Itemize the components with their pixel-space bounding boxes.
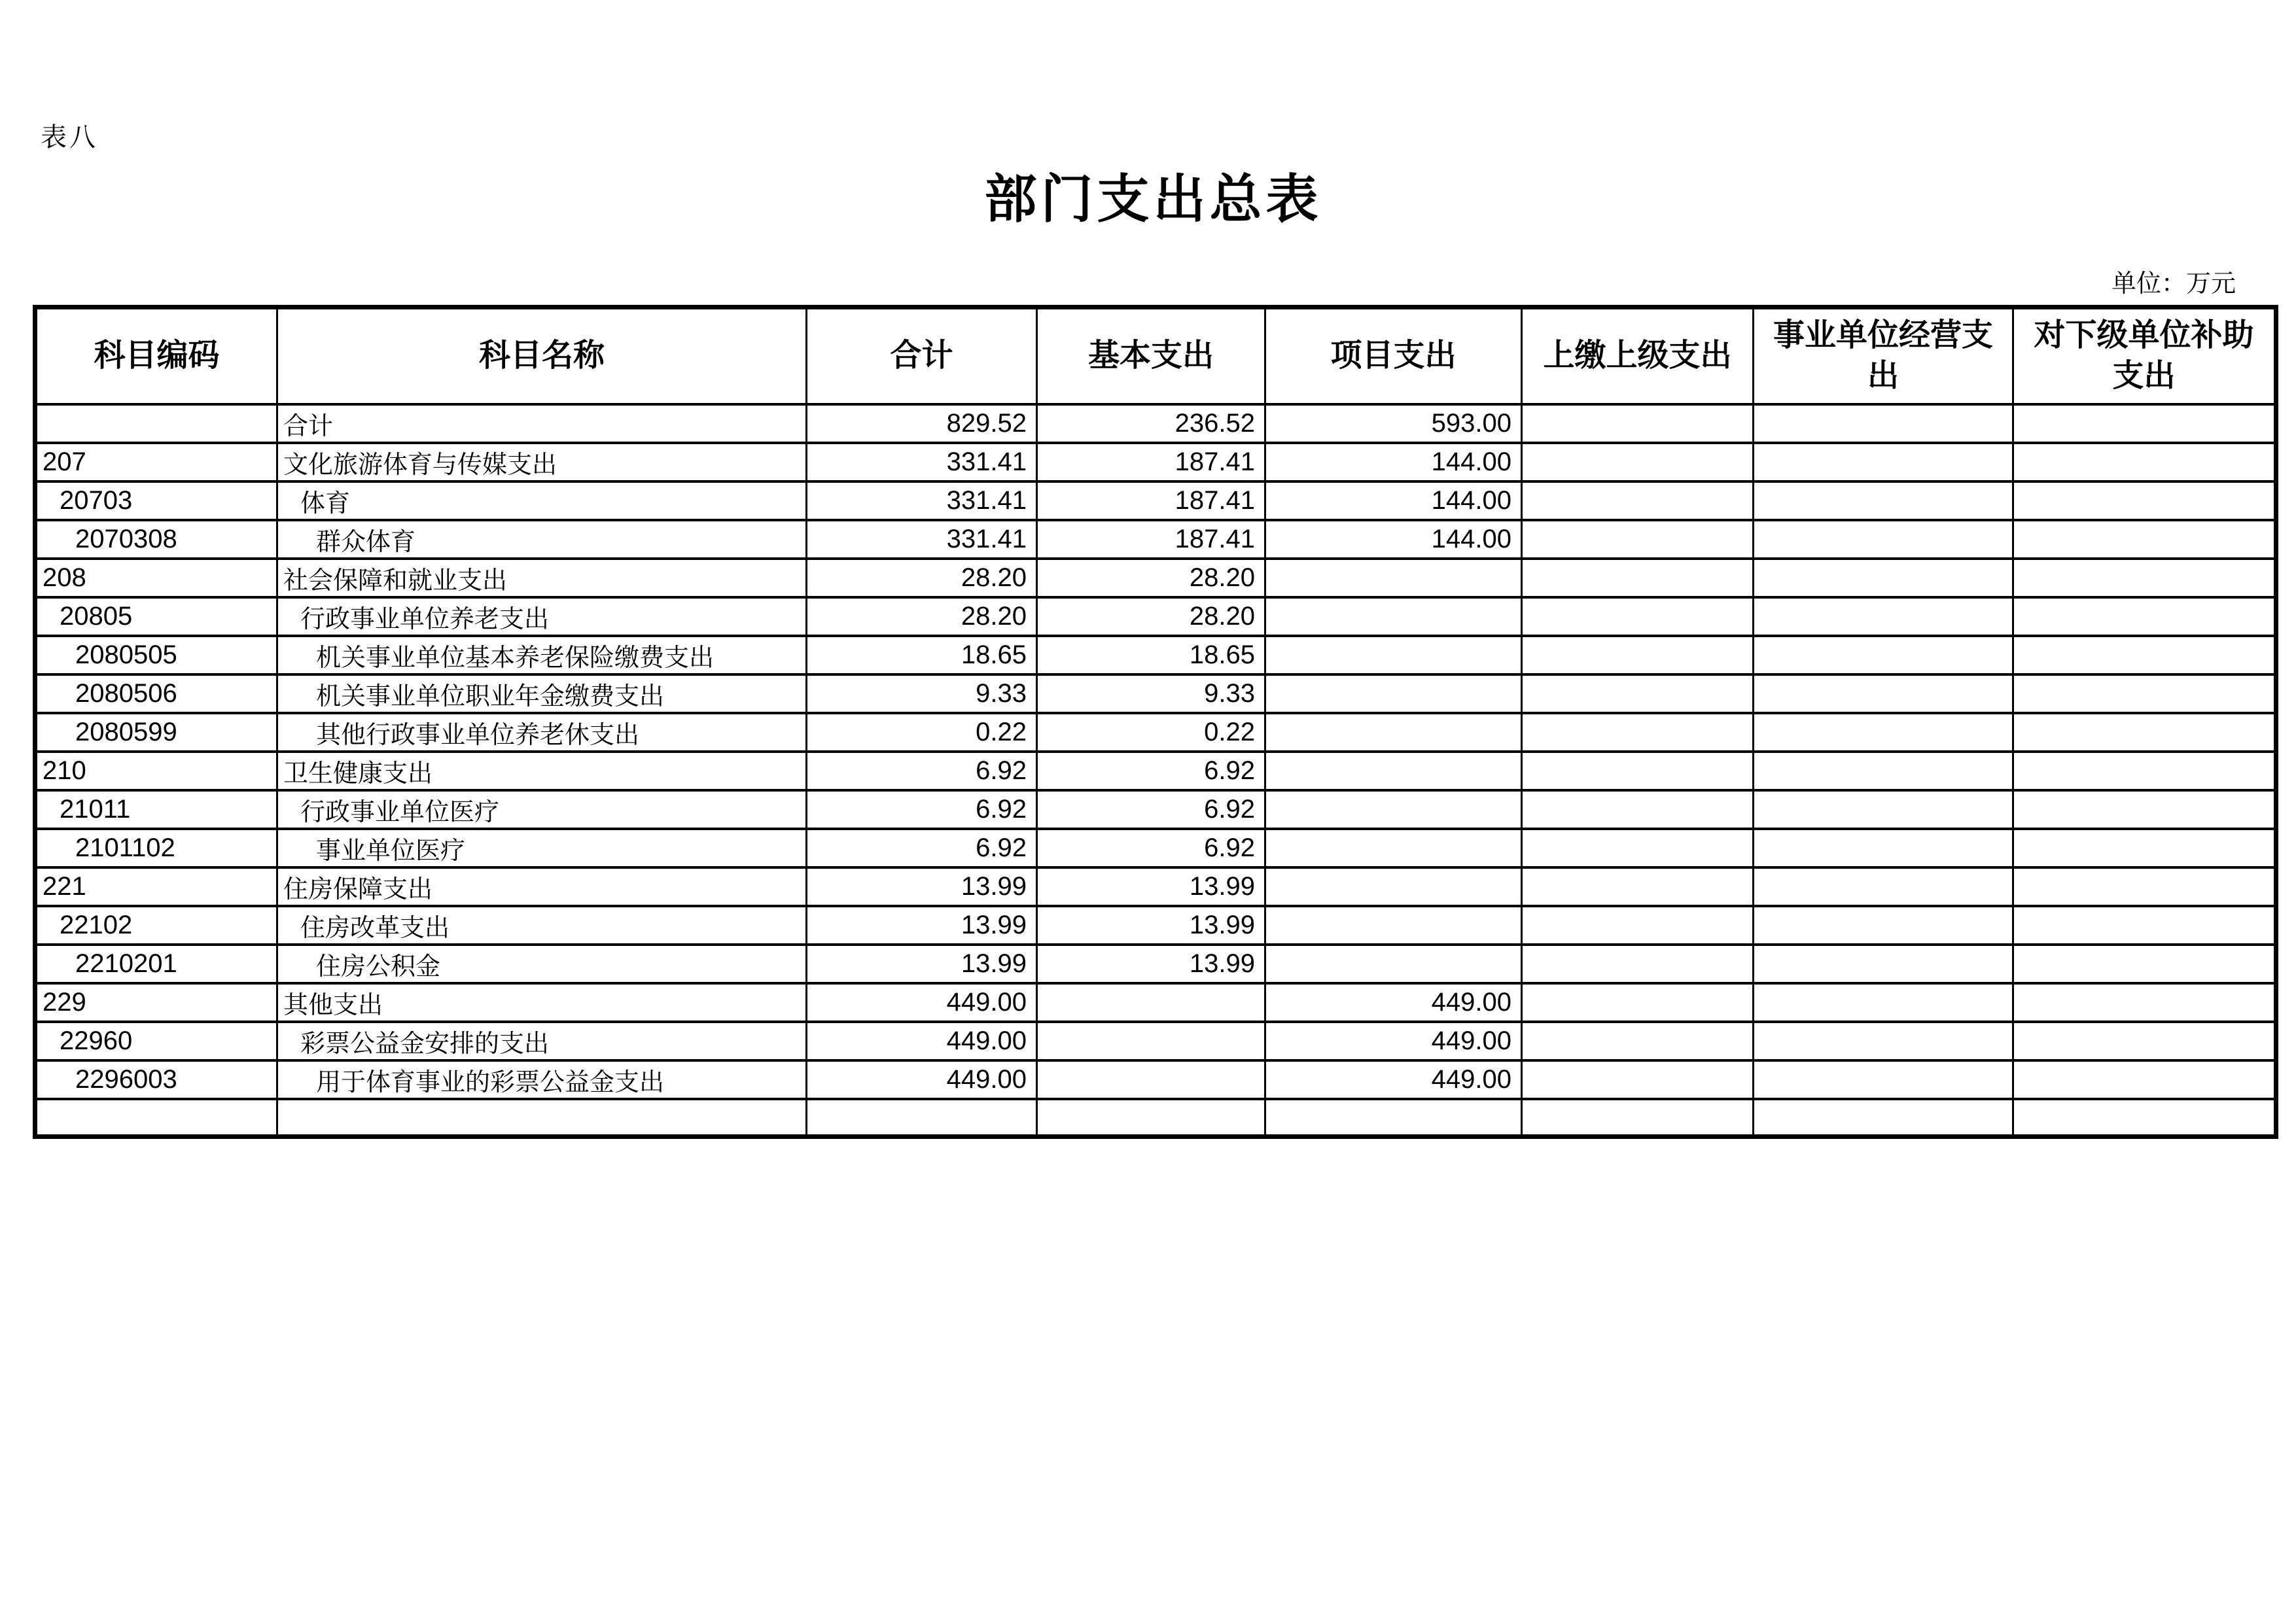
value-cell	[1522, 443, 1754, 481]
column-header-4: 项目支出	[1265, 307, 1522, 404]
subject-code-cell: 2296003	[35, 1060, 277, 1099]
table-row	[35, 481, 2276, 520]
subject-code-cell	[35, 404, 277, 443]
value-cell: 13.99	[1037, 945, 1265, 983]
value-cell	[2013, 674, 2276, 713]
column-header-3: 基本支出	[1037, 307, 1265, 404]
subject-code-cell: 22102	[35, 906, 277, 945]
value-cell	[2013, 597, 2276, 636]
value-cell	[2013, 443, 2276, 481]
value-cell: 28.20	[1037, 559, 1265, 597]
table-row	[35, 713, 2276, 752]
subject-name-cell: 社会保障和就业支出	[277, 559, 807, 597]
value-cell: 331.41	[807, 520, 1037, 559]
value-cell	[1265, 674, 1522, 713]
value-cell	[1037, 983, 1265, 1022]
table-row	[35, 404, 2276, 443]
value-cell: 187.41	[1037, 443, 1265, 481]
subject-name-cell: 体育	[277, 481, 807, 520]
value-cell: 449.00	[807, 1060, 1037, 1099]
value-cell: 449.00	[807, 983, 1037, 1022]
page-title: 部门支出总表	[984, 171, 1322, 229]
subject-code-cell: 208	[35, 559, 277, 597]
value-cell	[1522, 559, 1754, 597]
value-cell: 449.00	[807, 1022, 1037, 1060]
value-cell	[1265, 867, 1522, 906]
table-row	[35, 559, 2276, 597]
table-row	[35, 945, 2276, 983]
value-cell	[1754, 597, 2013, 636]
table-row	[35, 520, 2276, 559]
subject-name-cell: 机关事业单位职业年金缴费支出	[277, 674, 807, 713]
value-cell: 13.99	[807, 867, 1037, 906]
table-header	[35, 307, 2276, 404]
sheet-number-label: 表八	[41, 122, 98, 152]
value-cell	[1754, 867, 2013, 906]
table-row	[35, 752, 2276, 790]
value-cell	[2013, 404, 2276, 443]
subject-name-cell: 住房公积金	[277, 945, 807, 983]
subject-code-cell: 20703	[35, 481, 277, 520]
value-cell: 449.00	[1265, 983, 1522, 1022]
value-cell	[1754, 404, 2013, 443]
value-cell	[2013, 983, 2276, 1022]
table-row	[35, 443, 2276, 481]
value-cell	[1754, 983, 2013, 1022]
value-cell: 13.99	[807, 906, 1037, 945]
value-cell	[1265, 636, 1522, 674]
value-cell: 187.41	[1037, 481, 1265, 520]
value-cell	[1522, 829, 1754, 867]
subject-name-cell: 行政事业单位医疗	[277, 790, 807, 829]
value-cell	[1265, 1099, 1522, 1137]
table-row	[35, 1022, 2276, 1060]
value-cell	[1265, 713, 1522, 752]
value-cell	[1265, 829, 1522, 867]
value-cell	[1522, 790, 1754, 829]
value-cell: 144.00	[1265, 520, 1522, 559]
value-cell	[2013, 1060, 2276, 1099]
value-cell: 13.99	[1037, 867, 1265, 906]
value-cell	[1265, 559, 1522, 597]
value-cell: 144.00	[1265, 481, 1522, 520]
value-cell: 6.92	[807, 829, 1037, 867]
value-cell: 6.92	[1037, 790, 1265, 829]
column-header-7: 对下级单位补助支出	[2013, 307, 2276, 404]
value-cell	[1265, 597, 1522, 636]
value-cell	[1522, 1099, 1754, 1137]
subject-name-cell	[277, 1099, 807, 1137]
value-cell	[1754, 752, 2013, 790]
value-cell	[2013, 945, 2276, 983]
value-cell	[807, 1099, 1037, 1137]
value-cell	[1522, 597, 1754, 636]
table-row	[35, 867, 2276, 906]
value-cell	[2013, 481, 2276, 520]
value-cell: 829.52	[807, 404, 1037, 443]
value-cell	[2013, 790, 2276, 829]
value-cell	[2013, 713, 2276, 752]
table-row	[35, 790, 2276, 829]
value-cell	[1754, 636, 2013, 674]
value-cell: 236.52	[1037, 404, 1265, 443]
value-cell: 6.92	[807, 790, 1037, 829]
value-cell	[1522, 674, 1754, 713]
value-cell	[2013, 906, 2276, 945]
subject-name-cell: 彩票公益金安排的支出	[277, 1022, 807, 1060]
subject-code-cell: 2210201	[35, 945, 277, 983]
value-cell: 187.41	[1037, 520, 1265, 559]
value-cell	[2013, 1022, 2276, 1060]
subject-name-cell: 事业单位医疗	[277, 829, 807, 867]
value-cell: 6.92	[1037, 829, 1265, 867]
value-cell: 13.99	[807, 945, 1037, 983]
value-cell	[2013, 752, 2276, 790]
value-cell	[1265, 790, 1522, 829]
subject-name-cell: 群众体育	[277, 520, 807, 559]
subject-name-cell: 其他支出	[277, 983, 807, 1022]
subject-code-cell: 2080599	[35, 713, 277, 752]
subject-code-cell: 2080506	[35, 674, 277, 713]
subject-name-cell: 用于体育事业的彩票公益金支出	[277, 1060, 807, 1099]
table-body	[35, 404, 2276, 1137]
value-cell	[1522, 481, 1754, 520]
column-header-1: 科目名称	[277, 307, 807, 404]
value-cell	[1522, 404, 1754, 443]
value-cell	[1522, 752, 1754, 790]
subject-code-cell: 2101102	[35, 829, 277, 867]
value-cell: 593.00	[1265, 404, 1522, 443]
value-cell	[1265, 752, 1522, 790]
subject-name-cell: 文化旅游体育与传媒支出	[277, 443, 807, 481]
value-cell	[1754, 674, 2013, 713]
value-cell	[2013, 559, 2276, 597]
table-row	[35, 829, 2276, 867]
subject-code-cell: 210	[35, 752, 277, 790]
table-row	[35, 906, 2276, 945]
value-cell	[1754, 481, 2013, 520]
subject-name-cell: 其他行政事业单位养老休支出	[277, 713, 807, 752]
subject-name-cell: 住房保障支出	[277, 867, 807, 906]
value-cell: 449.00	[1265, 1022, 1522, 1060]
value-cell	[1754, 520, 2013, 559]
value-cell: 28.20	[807, 597, 1037, 636]
value-cell	[1522, 1060, 1754, 1099]
value-cell: 18.65	[807, 636, 1037, 674]
subject-code-cell: 2070308	[35, 520, 277, 559]
table-row	[35, 597, 2276, 636]
value-cell	[1754, 443, 2013, 481]
subject-code-cell: 221	[35, 867, 277, 906]
subject-code-cell: 22960	[35, 1022, 277, 1060]
value-cell	[1754, 790, 2013, 829]
value-cell: 18.65	[1037, 636, 1265, 674]
value-cell	[1522, 636, 1754, 674]
value-cell	[1522, 945, 1754, 983]
value-cell	[1754, 1022, 2013, 1060]
subject-code-cell: 207	[35, 443, 277, 481]
value-cell: 0.22	[807, 713, 1037, 752]
value-cell	[1754, 1060, 2013, 1099]
value-cell	[1522, 906, 1754, 945]
value-cell: 6.92	[1037, 752, 1265, 790]
value-cell	[1037, 1099, 1265, 1137]
table-row	[35, 674, 2276, 713]
value-cell: 0.22	[1037, 713, 1265, 752]
value-cell	[1522, 520, 1754, 559]
subject-name-cell: 住房改革支出	[277, 906, 807, 945]
value-cell	[1754, 945, 2013, 983]
value-cell: 331.41	[807, 481, 1037, 520]
value-cell: 144.00	[1265, 443, 1522, 481]
column-header-0: 科目编码	[35, 307, 277, 404]
value-cell	[1522, 1022, 1754, 1060]
subject-name-cell: 合计	[277, 404, 807, 443]
subject-name-cell: 卫生健康支出	[277, 752, 807, 790]
value-cell: 6.92	[807, 752, 1037, 790]
value-cell	[2013, 1099, 2276, 1137]
subject-code-cell: 229	[35, 983, 277, 1022]
value-cell	[1265, 906, 1522, 945]
table-row	[35, 636, 2276, 674]
subject-name-cell: 机关事业单位基本养老保险缴费支出	[277, 636, 807, 674]
value-cell	[2013, 829, 2276, 867]
subject-code-cell: 21011	[35, 790, 277, 829]
column-header-2: 合计	[807, 307, 1037, 404]
value-cell	[2013, 636, 2276, 674]
value-cell	[1037, 1022, 1265, 1060]
value-cell: 13.99	[1037, 906, 1265, 945]
value-cell: 28.20	[807, 559, 1037, 597]
value-cell	[1754, 1099, 2013, 1137]
column-header-6: 事业单位经营支出	[1754, 307, 2013, 404]
value-cell	[1522, 983, 1754, 1022]
value-cell	[1522, 867, 1754, 906]
value-cell	[1754, 559, 2013, 597]
subject-name-cell: 行政事业单位养老支出	[277, 597, 807, 636]
value-cell: 449.00	[1265, 1060, 1522, 1099]
value-cell	[1754, 906, 2013, 945]
value-cell	[2013, 867, 2276, 906]
table-row	[35, 983, 2276, 1022]
value-cell	[1754, 713, 2013, 752]
value-cell: 331.41	[807, 443, 1037, 481]
value-cell: 28.20	[1037, 597, 1265, 636]
column-header-5: 上缴上级支出	[1522, 307, 1754, 404]
unit-note: 单位：万元	[2111, 270, 2236, 298]
subject-code-cell	[35, 1099, 277, 1137]
table-header-row	[35, 307, 2276, 404]
value-cell	[1265, 945, 1522, 983]
subject-code-cell: 2080505	[35, 636, 277, 674]
value-cell: 9.33	[807, 674, 1037, 713]
value-cell	[1754, 829, 2013, 867]
table-row	[35, 1060, 2276, 1099]
expenditure-summary-table	[33, 305, 2278, 1139]
table-row	[35, 1099, 2276, 1137]
value-cell	[1522, 713, 1754, 752]
value-cell: 9.33	[1037, 674, 1265, 713]
value-cell	[2013, 520, 2276, 559]
subject-code-cell: 20805	[35, 597, 277, 636]
value-cell	[1037, 1060, 1265, 1099]
